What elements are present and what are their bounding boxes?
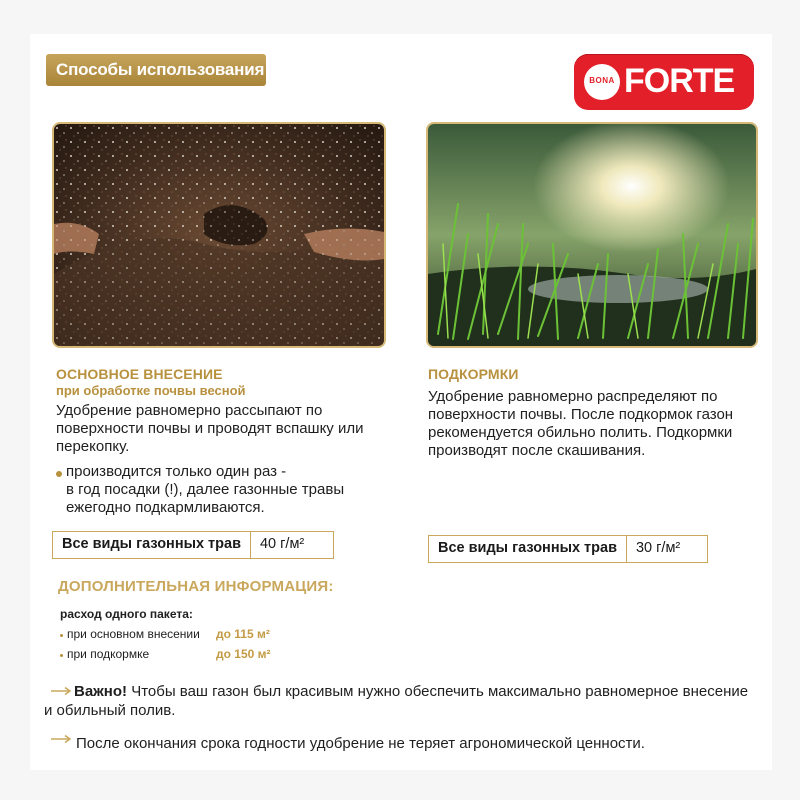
main-application-subtitle: при обработке почвы весной [56, 383, 246, 398]
usage-amount: до 150 м² [216, 647, 271, 661]
text-line: перекопку. [56, 438, 130, 455]
soil-image [54, 124, 384, 346]
grass-image [428, 124, 756, 346]
arrow-right-icon [50, 686, 72, 696]
additional-info-title: ДОПОЛНИТЕЛЬНАЯ ИНФОРМАЦИЯ: [58, 578, 334, 595]
text-line: Удобрение равномерно рассыпают по [56, 402, 323, 419]
important-note [74, 682, 764, 701]
logo-small-text: BONA [589, 76, 615, 85]
important-note-line2: и обильный полив. [44, 702, 176, 719]
main-application-bullet [66, 463, 344, 517]
text-line: поверхности почвы. После подкормок газон [428, 406, 734, 423]
brand-logo [574, 54, 754, 110]
bullet-line: ежегодно подкармливаются. [66, 499, 265, 516]
important-label: Важно! [74, 683, 128, 700]
rate-value: 40 г/м² [259, 536, 305, 552]
main-application-title: ОСНОВНОЕ ВНЕСЕНИЕ [56, 366, 223, 382]
text-line: поверхности почвы и проводят вспашку или [56, 420, 364, 437]
bullet-icon [56, 471, 62, 477]
section-header-badge: Способы использования [46, 54, 266, 86]
arrow-right-icon [50, 734, 72, 744]
rate-box-feeding [428, 535, 708, 563]
bullet-icon [60, 654, 63, 657]
expiry-note: После окончания срока годности удобрение не теряет агрономической ценности. [76, 735, 645, 752]
feeding-title: ПОДКОРМКИ [428, 366, 519, 382]
usage-title: расход одного пакета: [60, 607, 193, 621]
usage-label: при подкормке [67, 647, 150, 661]
rate-box-main [52, 531, 334, 559]
feeding-text [428, 388, 733, 460]
bullet-line: в год посадки (!), далее газонные травы [66, 481, 345, 498]
bullet-line: производится только один раз - [66, 463, 287, 480]
grass-photo [426, 122, 758, 348]
text-line: Удобрение равномерно распределяют по [428, 388, 718, 405]
main-application-text [56, 402, 363, 456]
usage-amount: до 115 м² [216, 627, 270, 641]
product-info-sheet [30, 34, 772, 770]
text-line: рекомендуется обильно полить. Подкормки [428, 424, 733, 441]
important-text: Чтобы ваш газон был красивым нужно обеспечить максимально равномерное внесение [127, 683, 749, 700]
rate-name: Все виды газонных трав [429, 536, 627, 562]
usage-label: при основном внесении [67, 627, 200, 641]
rate-name: Все виды газонных трав [53, 532, 251, 558]
text-line: производят после скашивания. [428, 442, 646, 459]
logo-main-text: FORTE [624, 62, 735, 100]
soil-photo [52, 122, 386, 348]
bullet-icon [60, 634, 63, 637]
rate-value: 30 г/м² [635, 540, 681, 556]
